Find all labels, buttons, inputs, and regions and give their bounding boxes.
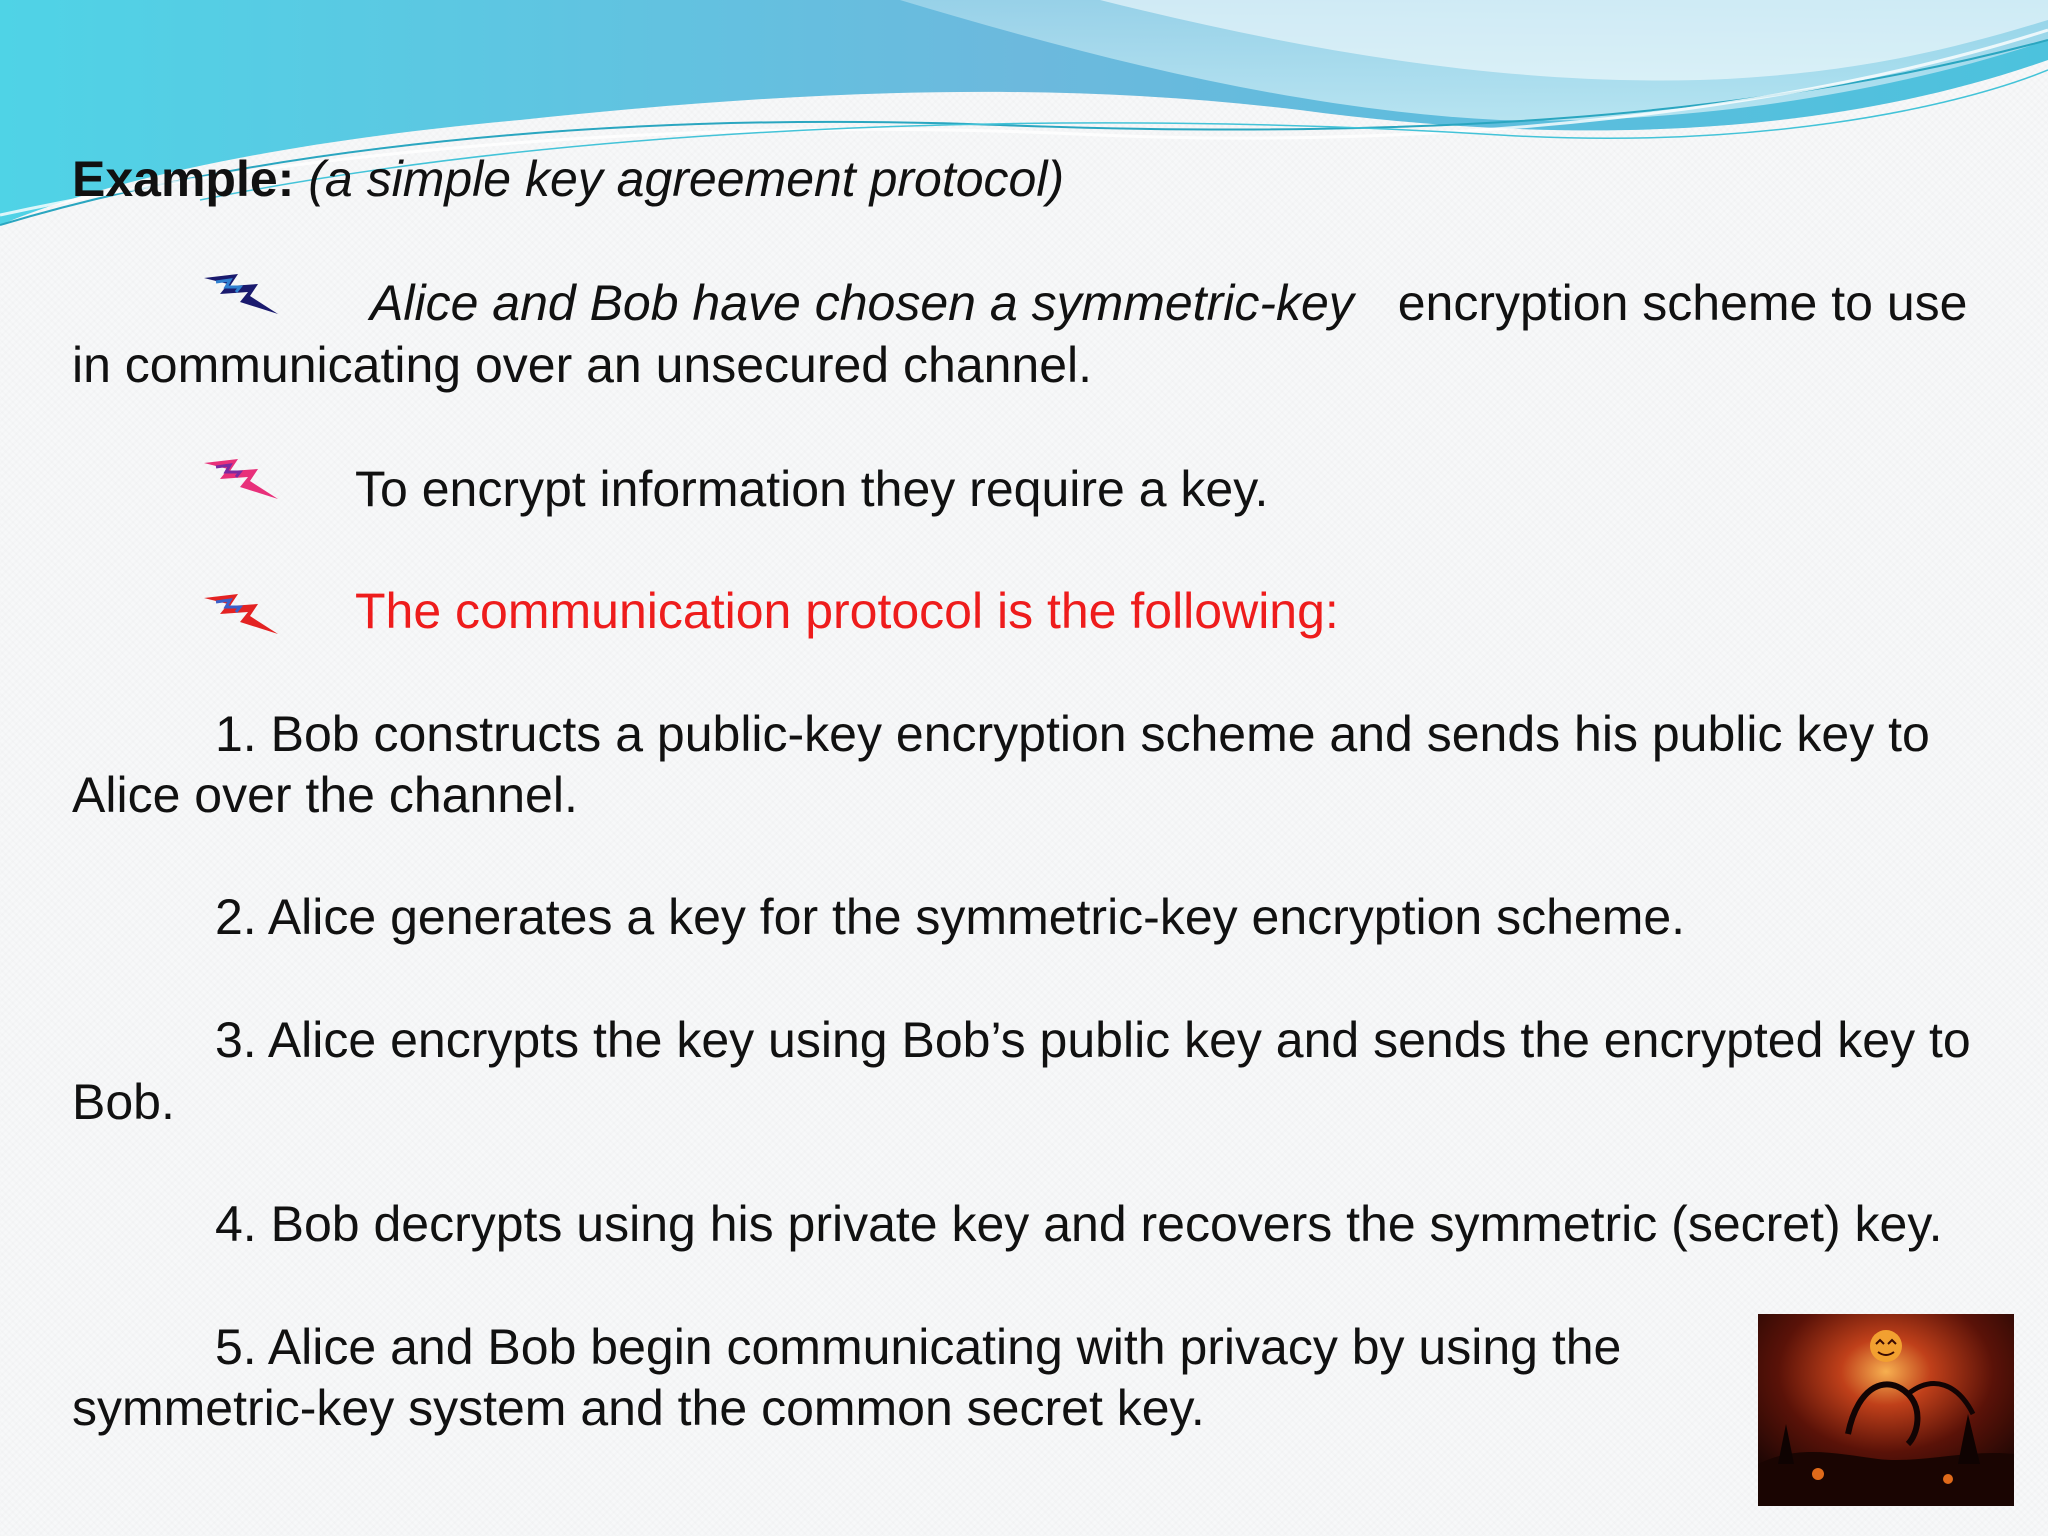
halloween-thumbnail-image (1758, 1314, 2014, 1506)
step-1-line-1: 1. Bob constructs a public-key encryption scheme and sends his public key to (215, 706, 1930, 762)
step-4-line-1: 4. Bob decrypts using his private key and recovers the symmetric (secret) key. (215, 1196, 1943, 1252)
step-3-line-2: Bob. (72, 1074, 175, 1130)
slide-title (72, 148, 1064, 210)
step-3-line-1: 3. Alice encrypts the key using Bob’s public key and sends the encrypted key to (215, 1012, 1971, 1068)
title-label: Example: (72, 151, 295, 207)
bullet-1-italic: Alice and Bob have chosen a symmetric-key (370, 275, 1354, 331)
lightning-bolt-icon (200, 590, 280, 640)
lightning-bolt-icon (200, 270, 280, 320)
bullet-1-text: encryption scheme to use (1397, 275, 1968, 331)
bullet-1-line-1 (370, 272, 1967, 334)
step-5-line-1: 5. Alice and Bob begin communicating with privacy by using the (215, 1319, 1622, 1375)
bullet-1-line-2: in communicating over an unsecured channel. (72, 337, 1093, 393)
step-2-line-1: 2. Alice generates a key for the symmetric-key encryption scheme. (215, 889, 1686, 945)
bullet-3-text: The communication protocol is the following: (355, 583, 1339, 639)
title-subtitle: (a simple key agreement protocol) (308, 151, 1065, 207)
lightning-bolt-icon (200, 455, 280, 505)
bullet-2-text: To encrypt information they require a key. (355, 461, 1269, 517)
step-5-line-2: symmetric-key system and the common secret key. (72, 1380, 1205, 1436)
step-1-line-2: Alice over the channel. (72, 767, 578, 823)
